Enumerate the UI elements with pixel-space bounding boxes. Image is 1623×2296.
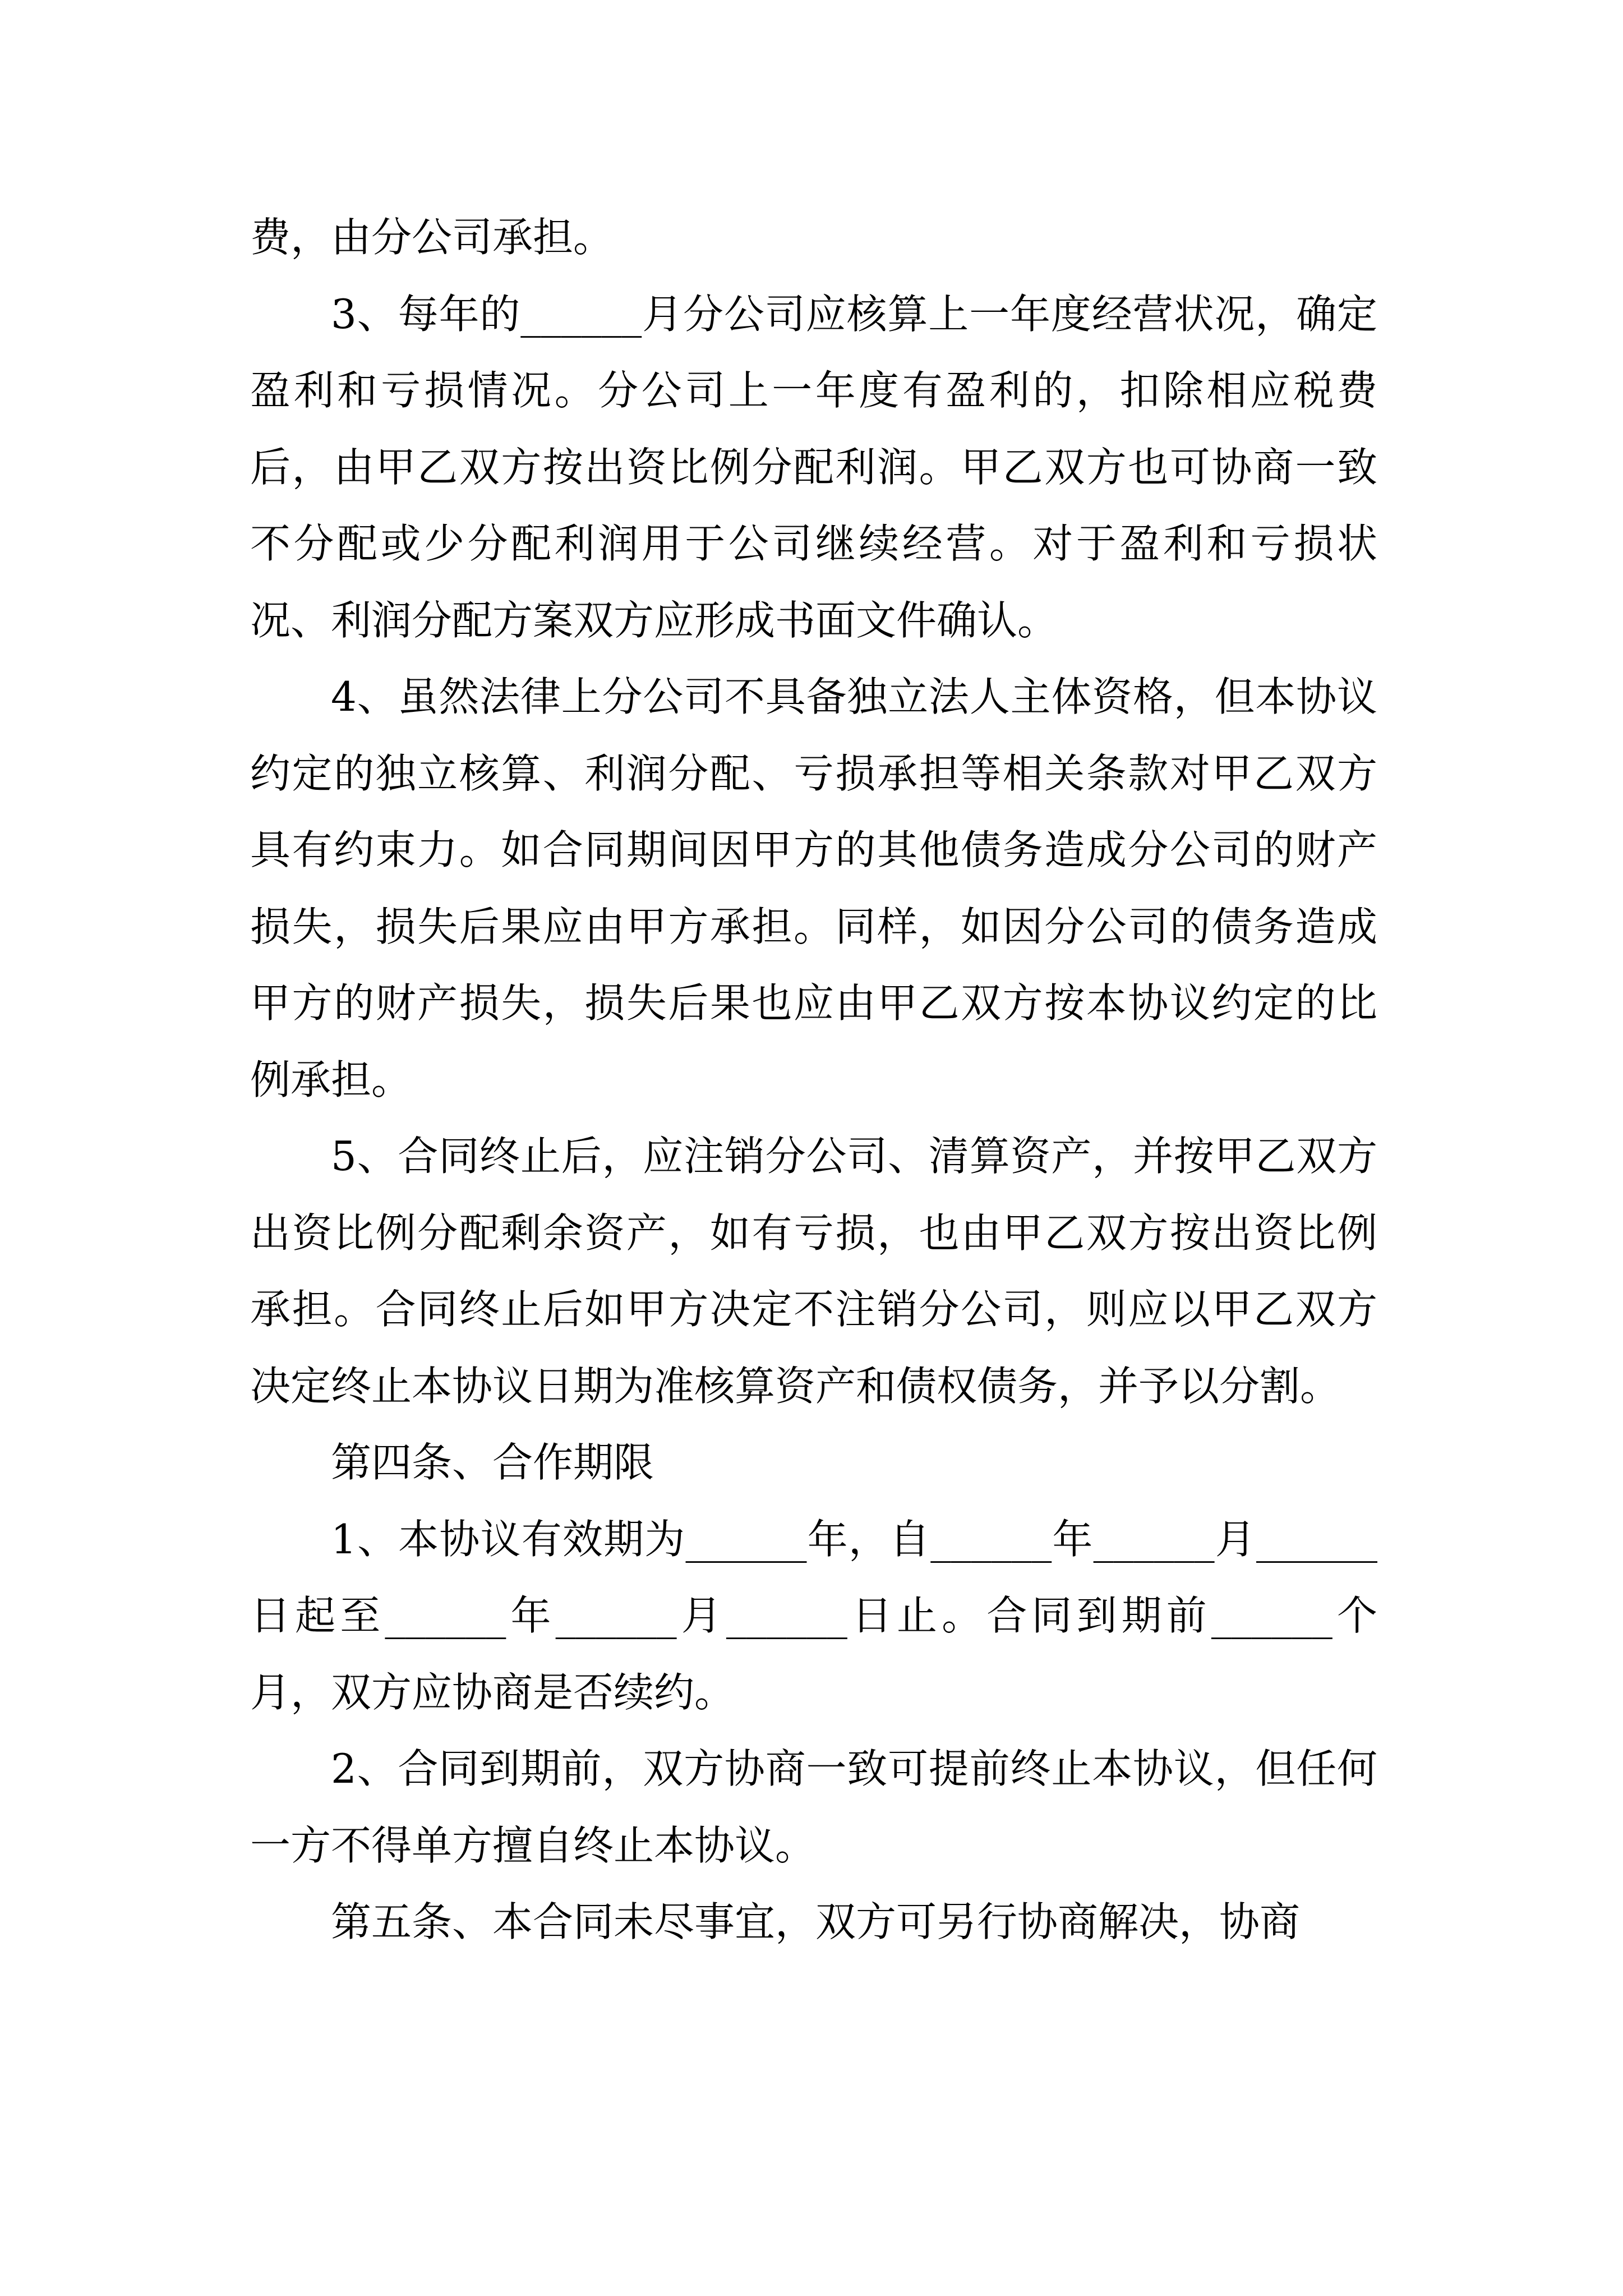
paragraph-article-5: 第五条、本合同未尽事宜，双方可另行协商解决，协商 (331, 1898, 1301, 1945)
paragraph-continuation: 费，由分公司承担。 (250, 214, 614, 261)
paragraph-clause-4: 4、虽然法律上分公司不具备独立法人主体资格，但本协议约定的独立核算、利润分配、亏损承担等相关条款对甲乙双方具有约束力。如合同期间因甲方的其他债务造成分公司的财产损失，损失后果应由甲方承担。同样，如因分公司的债务造成甲方的财产损失，损失后果也应由甲乙双方按本协议约定的比例承担。 (250, 673, 1377, 1103)
section-heading-article-4: 第四条、合作期限 (331, 1439, 654, 1486)
document-body (250, 199, 1377, 1961)
paragraph-term-1: 1、本协议有效期为______年，自______年______月______日起至______年______月______日止。合同到期前______个月，双方应协商是否续约。 (250, 1515, 1377, 1716)
paragraph-clause-5: 5、合同终止后，应注销分公司、清算资产，并按甲乙双方出资比例分配剩余资产，如有亏损，也由甲乙双方按出资比例承担。合同终止后如甲方决定不注销分公司，则应以甲乙双方决定终止本协议日期为准核算资产和债权债务，并予以分割。 (250, 1133, 1377, 1410)
paragraph-term-2: 2、合同到期前，双方协商一致可提前终止本协议，但任何一方不得单方擅自终止本协议。 (250, 1745, 1377, 1869)
paragraph-clause-3: 3、每年的______月分公司应核算上一年度经营状况，确定盈利和亏损情况。分公司上一年度有盈利的，扣除相应税费后，由甲乙双方按出资比例分配利润。甲乙双方也可协商一致不分配或少分配利润用于公司继续经营。对于盈利和亏损状况、利润分配方案双方应形成书面文件确认。 (250, 290, 1377, 644)
